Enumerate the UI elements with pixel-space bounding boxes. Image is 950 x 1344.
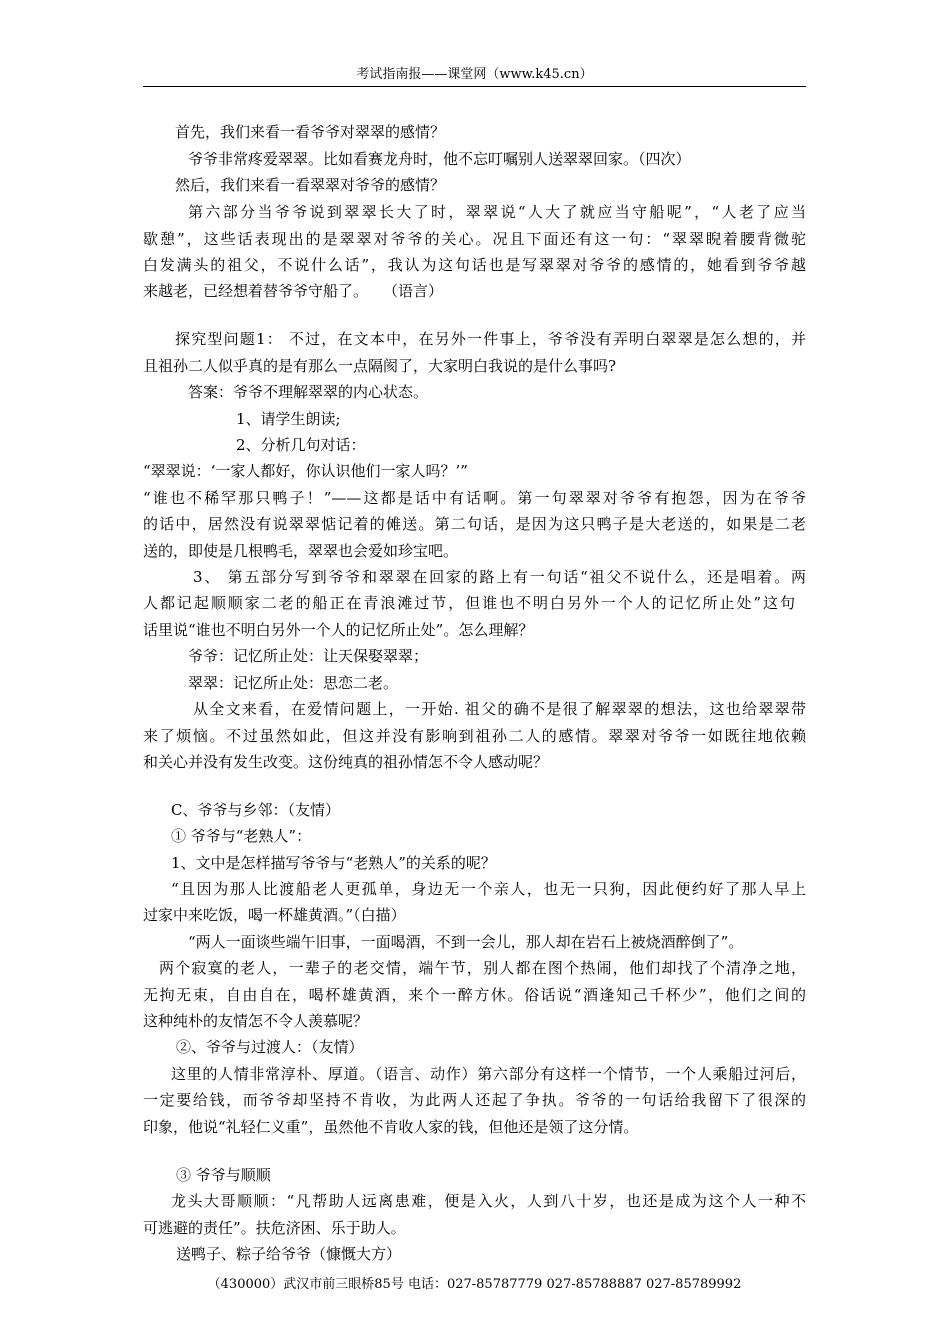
section-heading: C、爷爷与乡邻：（友情） — [171, 801, 340, 819]
text-line: 白发满头的祖父，不说什么话”，我认为这句话也是写翠翠对爷爷的感情的，她看到爷爷越 — [143, 256, 806, 274]
text-line: 这里的人情非常淳朴、厚道。（语言、动作）第六部分有这样一个情节，一个人乘船过河后， — [171, 1065, 806, 1083]
text-line: 爷爷非常疼爱翠翠。比如看赛龙舟时，他不忘叮嘱别人送翠翠回家。（四次） — [188, 150, 691, 168]
text-line: 答案：爷爷不理解翠翠的内心状态。 — [188, 383, 429, 401]
text-line: 过家中来吃饭，喝一杯雄黄酒。”（白描） — [143, 906, 406, 924]
text-line: 龙头大哥顺顺：“凡帮助人远离患难，便是入火，人到八十岁，也还是成为这个人一种不 — [171, 1192, 806, 1210]
text-line: 3、 第五部分写到爷爷和翠翠在回家的路上有一句话“祖父不说什么，还是唱着。两 — [193, 568, 806, 586]
text-line: “谁也不稀罕那只鸭子！”——这都是话中有话啊。第一句翠翠对爷爷有抱怨，因为在爷爷 — [143, 489, 806, 507]
text-line: 1、请学生朗读; — [236, 410, 341, 428]
text-line: 送的，即使是几根鸭毛，翠翠也会爱如珍宝吧。 — [143, 542, 459, 560]
header-rule — [143, 86, 806, 87]
text-line: 印象，他说“礼轻仁义重”，虽然他不肯收人家的钱，但他还是领了这分情。 — [143, 1118, 639, 1136]
text-line: 和关心并没有发生改变。这份纯真的祖孙情怎不令人感动呢？ — [143, 753, 549, 771]
text-line: 从全文来看，在爱情问题上，一开始. 祖父的确不是很了解翠翠的想法，这也给翠翠带 — [193, 700, 806, 718]
text-line: 一定要给钱，而爷爷却坚持不肯收，为此两人还起了争执。爷爷的一句话给我留下了很深的 — [143, 1091, 806, 1109]
page-footer: （430000）武汉市前三眼桥85号 电话：027-85787779 027-85788887 027-85789992 — [207, 1277, 742, 1292]
text-line: 翠翠：记忆所止处：思恋二老。 — [188, 674, 399, 692]
text-line: 这种纯朴的友情怎不令人羡慕呢？ — [143, 1012, 369, 1030]
text-line: 的话中，居然没有说翠翠惦记着的傩送。第二句话，是因为这只鸭子是大老送的，如果是二老 — [143, 515, 806, 533]
text-line: “且因为那人比渡船老人更孤单，身边无一个亲人，也无一只狗，因此便约好了那人早上 — [171, 880, 806, 898]
text-line: “翠翠说：‘一家人都好，你认识他们一家人吗？’” — [143, 462, 468, 480]
text-line: 两个寂寞的老人，一辈子的老交情，端午节，别人都在图个热闹，他们却找了个清净之地， — [159, 959, 806, 977]
text-line: ① 爷爷与“老熟人”： — [171, 827, 312, 845]
text-line: 来了烦恼。不过虽然如此，但这并没有影响到祖孙二人的感情。翠翠对爷爷一如既往地依赖 — [143, 727, 806, 745]
text-line: 人都记起顺顺家二老的船正在青浪滩过节，但谁也不明白另外一个人的记忆所止处”这句 — [143, 594, 795, 612]
page-header: 考试指南报——课堂网（www.k45.cn） — [356, 67, 593, 82]
text-line: “两人一面谈些端午旧事，一面喝酒，不到一会儿，那人却在岩石上被烧酒醉倒了”。 — [188, 933, 744, 951]
text-line: 无拘无束，自由自在，喝杯雄黄酒，来个一醉方休。俗话说“酒逢知己千杯少”，他们之间的 — [143, 986, 806, 1004]
text-line: 话里说“谁也不明白另外一个人的记忆所止处”。怎么理解？ — [143, 621, 534, 639]
text-line: 送鸭子、粽子给爷爷（慷慨大方） — [176, 1245, 402, 1263]
text-line: 来越老，已经想着替爷爷守船了。 （语言） — [143, 282, 444, 300]
text-line: ②、爷爷与过渡人：（友情） — [176, 1038, 364, 1056]
text-line: 爷爷：记忆所止处：让天保娶翠翠； — [188, 647, 429, 665]
text-line: 歇憩”，这些话表现出的是翠翠对爷爷的关心。况且下面还有这一句：“翠翠睨着腰背微驼 — [143, 230, 806, 248]
text-line: 2、分析几句对话： — [236, 436, 366, 454]
text-line: ③ 爷爷与顺顺 — [176, 1166, 271, 1184]
text-line: 可逃避的责任”。扶危济困、乐于助人。 — [143, 1219, 406, 1237]
text-line: 首先，我们来看一看爷爷对翠翠的感情？ — [175, 123, 446, 141]
text-line: 然后，我们来看一看翠翠对爷爷的感情？ — [175, 176, 446, 194]
text-line: 第六部分当爷爷说到翠翠长大了时，翠翠说“人大了就应当守船呢”，“人老了应当 — [188, 203, 806, 221]
text-line: 1、文中是怎样描写爷爷与“老熟人”的关系的呢？ — [171, 854, 496, 872]
text-line: 且祖孙二人似乎真的是有那么一点隔阂了，大家明白我说的是什么事吗? — [143, 357, 617, 375]
text-line: 探究型问题1： 不过，在文本中，在另外一件事上，爷爷没有弄明白翠翠是怎么想的，并 — [175, 330, 806, 348]
